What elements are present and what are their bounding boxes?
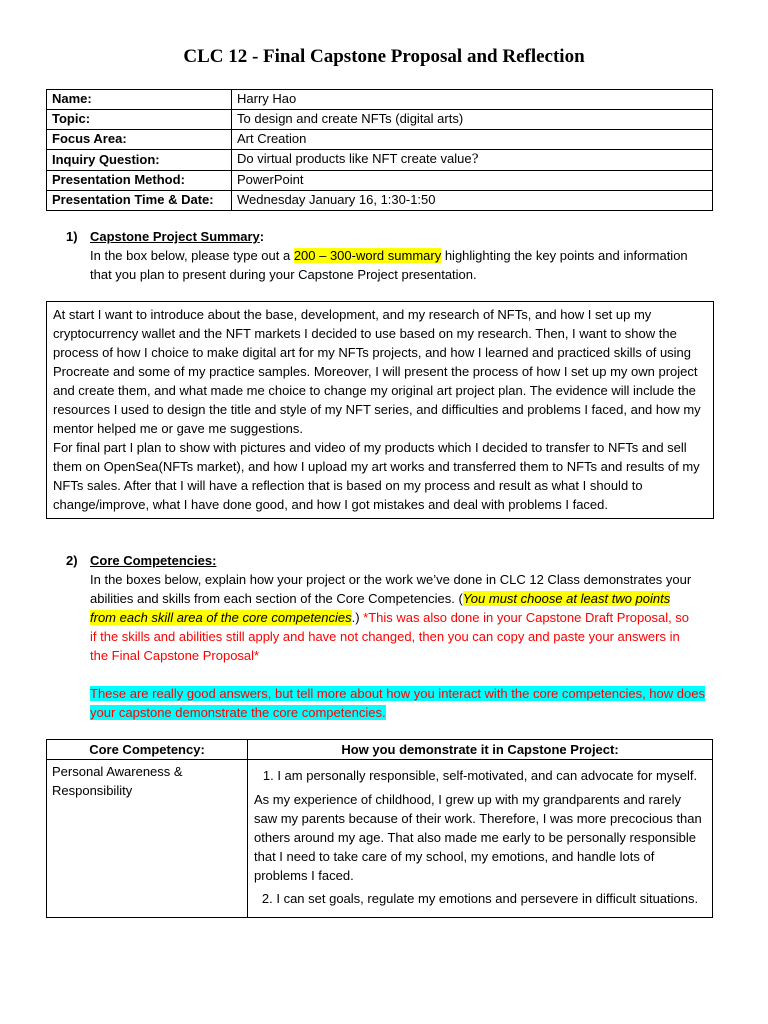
section-heading-row bbox=[66, 551, 698, 570]
instruction-text: .) bbox=[351, 610, 360, 625]
info-row-presentation-method bbox=[47, 170, 713, 190]
info-row-inquiry-question bbox=[47, 150, 713, 171]
instruction-text: In the box below, please type out a bbox=[90, 248, 294, 263]
section-capstone-summary bbox=[66, 227, 698, 284]
info-label: Inquiry Question: bbox=[47, 150, 232, 171]
summary-paragraph: At start I want to introduce about the base, development, and my research of NFTs, and how I set up my cryptocurrency wallet and the NFT markets I decided to use based on my research. Then, I want to show the process of how I choice to make digital art for my NFTs projects, and how I learned and practiced skills of using Procreate and some of my practice samples. Moreover, I will present the process of how I set up my own project and create them, and what made me choice to change my original art project plan. The evidence will include the resources I used to design the title and style of my NFT series, and difficulties and problems I faced, and how my mentor helped me or gave me suggestions. bbox=[53, 307, 701, 436]
info-value: Wednesday January 16, 1:30-1:50 bbox=[232, 190, 713, 210]
word-count-highlight: 200 – 300-word summary bbox=[293, 248, 442, 263]
info-value: Harry Hao bbox=[232, 90, 713, 110]
info-label: Presentation Method: bbox=[47, 170, 232, 190]
document-title: CLC 12 - Final Capstone Proposal and Reflection bbox=[183, 46, 585, 67]
red-note: *This was also done in your Capstone Draft Proposal, so if the skills and abilities still apply and have not changed, then you can copy and paste your answers in the Final Capstone Proposal* bbox=[90, 610, 690, 663]
core-competency-table bbox=[46, 739, 713, 918]
section-heading: Capstone Project Summary bbox=[90, 229, 260, 244]
info-value: Art Creation bbox=[232, 130, 713, 150]
section-instructions bbox=[90, 246, 698, 284]
summary-paragraph: For final part I plan to show with pictures and video of my products which I decided to transfer to NFTs and sell them on OpenSea(NFTs market), and how I upload my art works and transferred them to NFTs and results of my NFTs sales. After that I will have a reflection that is based on my process and result as what I should to change/improve, what I have done good, and how I got mistakes and deal with problems I faced. bbox=[53, 440, 700, 512]
instruction-text: In the boxes below, explain how your project or the work we’ve done in CLC 12 Class demonstrates your abilities and skills from each section of the Core Competencies. ( bbox=[90, 572, 692, 606]
info-label: Presentation Time & Date: bbox=[47, 190, 232, 210]
section-heading: Core Competencies: bbox=[90, 553, 217, 568]
competency-point: 2. I can set goals, regulate my emotions and persevere in difficult situations. bbox=[261, 891, 699, 906]
question-mark: ? bbox=[471, 152, 479, 167]
demonstration-cell[interactable] bbox=[248, 760, 713, 918]
competency-point: 1. I am personally responsible, self-motivated, and can advocate for myself. bbox=[262, 768, 698, 783]
info-value: Do virtual products like NFT create value bbox=[237, 151, 472, 166]
requirement-highlight: You must choose at least two points from each skill area of the core competencies bbox=[90, 591, 671, 625]
instruction-text: highlighting the key points and information that you plan to present during your Capstone Project presentation. bbox=[90, 248, 688, 282]
info-row-topic bbox=[47, 110, 713, 130]
info-label: Topic: bbox=[47, 110, 232, 130]
section-core-competencies bbox=[66, 551, 698, 665]
column-header-competency: Core Competency: bbox=[47, 740, 248, 760]
section-number: 2) bbox=[66, 553, 78, 568]
competency-cell: Personal Awareness & Responsibility bbox=[47, 760, 248, 918]
info-value-cell bbox=[232, 150, 713, 171]
heading-colon: : bbox=[259, 229, 265, 244]
section-heading-row bbox=[66, 227, 698, 246]
table-header-row bbox=[47, 740, 713, 760]
section-instructions bbox=[90, 570, 698, 665]
info-label: Focus Area: bbox=[47, 130, 232, 150]
feedback-highlight: These are really good answers, but tell more about how you interact with the core competencies, how does your capstone demonstrate the core competencies. bbox=[90, 686, 705, 720]
competency-paragraph: As my experience of childhood, I grew up with my grandparents and rarely saw my parents because of their work. Therefore, I was more precocious than others around my age. That also made me early to be personally responsible that I need to take care of my school, my emotions, and handle lots of problems I faced. bbox=[254, 792, 702, 883]
info-row-presentation-time bbox=[47, 190, 713, 210]
info-row-focus-area bbox=[47, 130, 713, 150]
info-row-name bbox=[47, 90, 713, 110]
section-number: 1) bbox=[66, 229, 78, 244]
column-header-demonstration: How you demonstrate it in Capstone Project: bbox=[248, 740, 713, 760]
table-row bbox=[47, 760, 713, 918]
info-label: Name: bbox=[47, 90, 232, 110]
proposal-info-table bbox=[46, 89, 713, 211]
summary-text-box[interactable] bbox=[46, 301, 714, 519]
teacher-feedback bbox=[90, 684, 716, 722]
info-value: To design and create NFTs (digital arts) bbox=[232, 110, 713, 130]
info-value: PowerPoint bbox=[232, 170, 713, 190]
